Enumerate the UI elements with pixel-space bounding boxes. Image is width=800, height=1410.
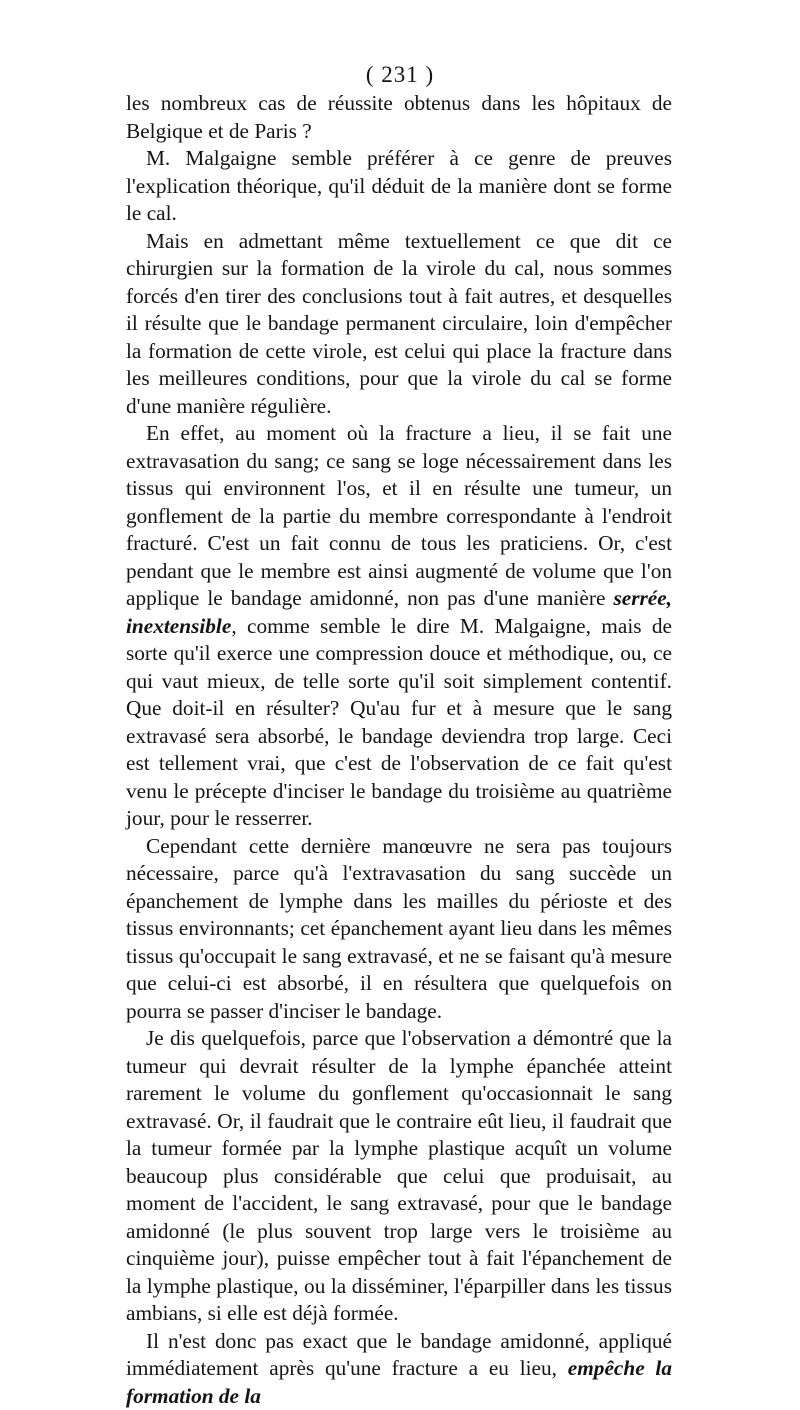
paragraph-text: M. Malgaigne semble préférer à ce genre de preuves l'explication théorique, qu'il déduit de la manière dont se forme le cal. xyxy=(126,146,672,225)
page-number: ( 231 ) xyxy=(0,62,800,88)
paragraph xyxy=(126,90,672,145)
paragraph xyxy=(126,420,672,833)
paragraph xyxy=(126,833,672,1026)
body-text xyxy=(126,90,672,1410)
paragraph-text: les nombreux cas de réussite obtenus dans les hôpitaux de Belgique et de Paris ? xyxy=(126,91,672,143)
paragraph xyxy=(126,1328,672,1410)
paragraph-text: Il n'est donc pas exact que le bandage amidonné, appliqué immédiatement après qu'une fracture a eu lieu, xyxy=(126,1329,672,1381)
italic-text: empêche la formation de la xyxy=(126,1356,672,1408)
paragraph-text: , comme semble le dire M. Malgaigne, mais de sorte qu'il exerce une compression douce et méthodique, ou, ce qui vaut mieux, de telle sorte qu'il soit simplement contentif. Que doit-il en résulter? Qu'au fur et à mesure que le sang extravasé sera absorbé, le bandage deviendra trop large. Ceci est tellement vrai, que c'est de l'observation de ce fait qu'est venu le précepte d'inciser le bandage du troisième au quatrième jour, pour le resserrer. xyxy=(126,614,672,831)
paragraph-text: Cependant cette dernière manœuvre ne sera pas toujours nécessaire, parce qu'à l'extravasation du sang succède un épanchement de lymphe dans les mailles du périoste et des tissus environnants; cet épanchement ayant lieu dans les mêmes tissus qu'occupait le sang extravasé, et ne se faisant qu'à mesure que celui-ci est absorbé, il en résultera que quelquefois on pourra se passer d'inciser le bandage. xyxy=(126,834,672,1023)
paragraph-text: Mais en admettant même textuellement ce que dit ce chirurgien sur la formation de la virole du cal, nous sommes forcés d'en tirer des conclusions tout à fait autres, et desquelles il résulte que le bandage permanent circulaire, loin d'empêcher la formation de cette virole, est celui qui place la fracture dans les meilleures conditions, pour que la virole du cal se forme d'une manière régulière. xyxy=(126,229,672,418)
paragraph-text: Je dis quelquefois, parce que l'observation a démontré que la tumeur qui devrait résulter de la lymphe épanchée atteint rarement le volume du gonflement qu'occasionnait le sang extravasé. Or, il faudrait que le contraire eût lieu, il faudrait que la tumeur formée par la lymphe plastique acquît un volume beaucoup plus considérable que celui que produisait, au moment de l'accident, le sang extravasé, pour que le bandage amidonné (le plus souvent trop large vers le troisième au cinquième jour), puisse empêcher tout à fait l'épanchement de la lymphe plastique, ou la disséminer, l'éparpiller dans les tissus ambians, si elle est déjà formée. xyxy=(126,1026,672,1325)
italic-text: serrée, inextensible xyxy=(126,586,672,638)
paragraph xyxy=(126,228,672,421)
paragraph xyxy=(126,1025,672,1328)
paragraph-text: En effet, au moment où la fracture a lieu, il se fait une extravasation du sang; ce sang se loge nécessairement dans les tissus qui environnent l'os, et il en résulte une tumeur, un gonflement de la partie du membre correspondante à l'endroit fracturé. C'est un fait connu de tous les praticiens. Or, c'est pendant que le membre est ainsi augmenté de volume que l'on applique le bandage amidonné, non pas d'une manière xyxy=(126,421,672,610)
paragraph xyxy=(126,145,672,228)
